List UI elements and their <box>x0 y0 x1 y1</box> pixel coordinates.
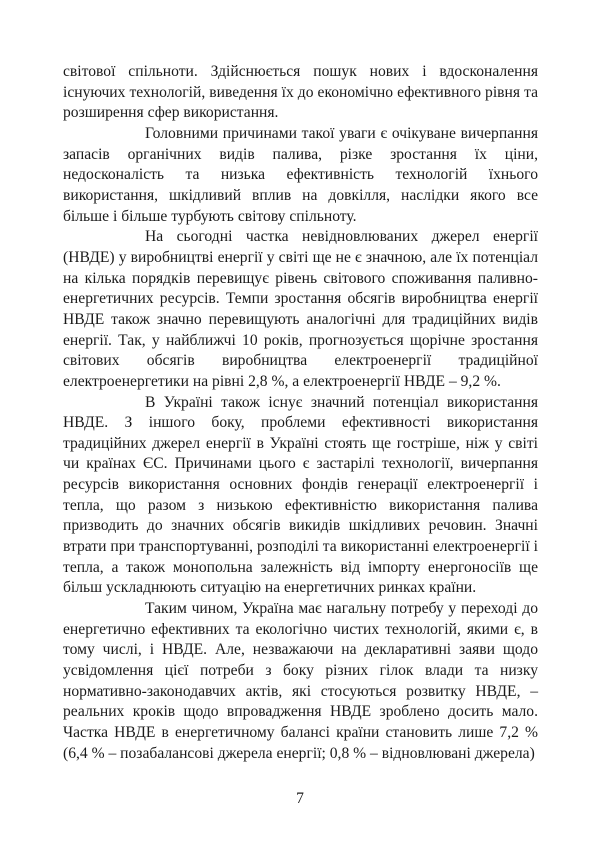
paragraph-world-share: На сьогодні частка невідновлюваних джерел енергії (НВДЕ) у виробництві енергії у світі ще не є значною, але їх потенціал на кілька порядків перевищує рівень світового споживання паливно-енергетичних ресурсів. Темпи зростання обсягів виробництва енергії НВДЕ також значно перевищують аналогічні для традиційних видів енергії. Так, у найближчі 10 років, прогнозується щорічне зростання світових обсягів виробництва електроенергії традиційної електроенергетики на рівні 2,8 %, а електроенергії НВДЕ – 9,2 %. <box>63 228 538 390</box>
paragraph-continuation: світової спільноти. Здійснюється пошук нових і вдосконалення існуючих технологій, виведення їх до економічно ефективного рівня та розширення сфер використання. <box>63 63 538 122</box>
paragraph-ukraine-potential: В Україні також існує значний потенціал використання НВДЕ. З іншого боку, проблеми ефективності використання традиційних джерел енергії в Україні стоять ще гостріше, ніж у світі чи країнах ЄС. Причинами цього є застарілі технології, вичерпання ресурсів використання основних фондів генерації електроенергії і тепла, що разом з низькою ефективністю використання палива призводить до значних обсягів викидів шкідливих речовин. Значні втрати при транспортуванні, розподілі та використанні електроенергії і тепла, а також монопольна залежність від імпорту енергоносіїв ще більш ускладнюють ситуацію на енергетичних ринках країни. <box>63 393 538 597</box>
paragraph-conclusion: Таким чином, Україна має нагальну потребу у переході до енергетично ефективних та екологічно чистих технологій, якими є, в тому числі, і НВДЕ. Але, незважаючи на декларативні заяви щодо усвідомлення цієї потреби з боку різних гілок влади та низку нормативно-законодавчих актів, які стосуються розвитку НВДЕ, – реальних кроків щодо впровадження НВДЕ зроблено досить мало. Частка НВДЕ в енергетичному балансі країни становить лише 7,2 % (6,4 % – позабалансові джерела енергії; 0,8 % – відновлювані джерела) <box>63 600 538 762</box>
paragraph-reasons: Головними причинами такої уваги є очікуване вичерпання запасів органічних видів палива, різке зростання їх ціни, недосконалість та низька ефективність технологій їхнього використання, шкідливий вплив на довкілля, наслідки якого все більше і більше турбують світову спільноту. <box>63 124 538 225</box>
page-number: 7 <box>296 790 304 807</box>
document-page-body <box>63 62 538 764</box>
